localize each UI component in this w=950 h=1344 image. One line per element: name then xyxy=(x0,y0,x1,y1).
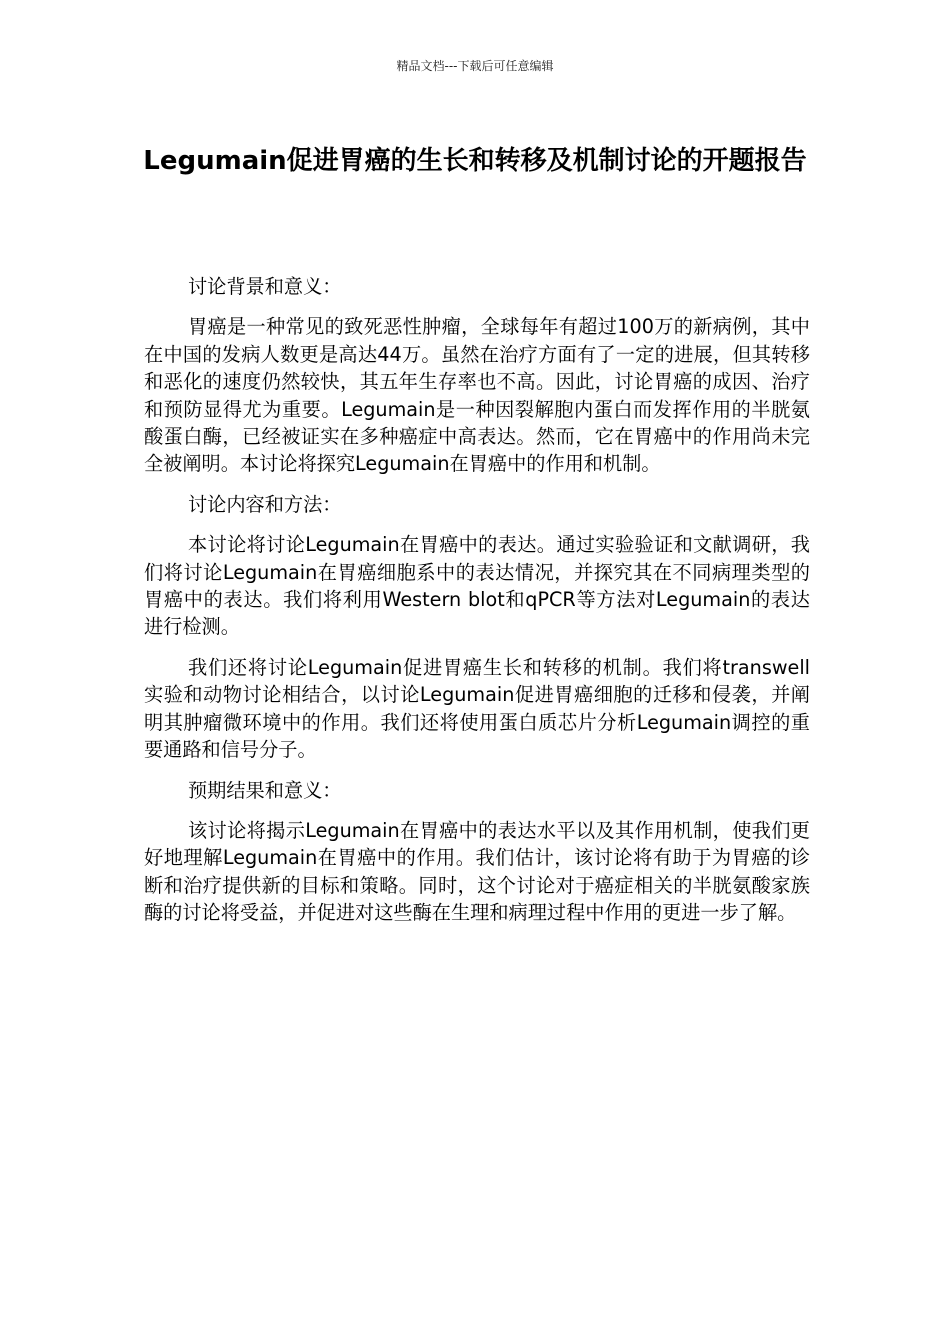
document-title: Legumain促进胃癌的生长和转移及机制讨论的开题报告 xyxy=(143,146,807,176)
section-heading-expected-results: 预期结果和意义： xyxy=(188,778,342,802)
header-note: 精品文档---下载后可任意编辑 xyxy=(396,59,554,73)
paragraph-methods-2: 我们还将讨论Legumain促进胃癌生长和转移的机制。我们将transwell实验和动物讨论相结合，以讨论Legumain促进胃癌细胞的迁移和侵袭，并阐明其肿瘤微环境中的作用。我们还将使用蛋白质芯片分析Legumain调控的重要通路和信号分子。 xyxy=(144,655,810,762)
paragraph-background: 胃癌是一种常见的致死恶性肿瘤，全球每年有超过100万的新病例，其中在中国的发病人数更是高达44万。虽然在治疗方面有了一定的进展，但其转移和恶化的速度仍然较快，其五年生存率也不高。因此，讨论胃癌的成因、治疗和预防显得尤为重要。Legumain是一种因裂解胞内蛋白而发挥作用的半胱氨酸蛋白酶，已经被证实在多种癌症中高表达。然而，它在胃癌中的作用尚未完全被阐明。本讨论将探究Legumain在胃癌中的作用和机制。 xyxy=(144,315,810,476)
paragraph-methods-1: 本讨论将讨论Legumain在胃癌中的表达。通过实验验证和文献调研，我们将讨论Legumain在胃癌细胞系中的表达情况，并探究其在不同病理类型的胃癌中的表达。我们将利用Western blot和qPCR等方法对Legumain的表达进行检测。 xyxy=(144,533,810,639)
section-heading-methods: 讨论内容和方法： xyxy=(188,492,342,516)
paragraph-expected-results: 该讨论将揭示Legumain在胃癌中的表达水平以及其作用机制，使我们更好地理解Legumain在胃癌中的作用。我们估计，该讨论将有助于为胃癌的诊断和治疗提供新的目标和策略。同时，这个讨论对于癌症相关的半胱氨酸家族酶的讨论将受益，并促进对这些酶在生理和病理过程中作用的更进一步了解。 xyxy=(144,818,810,925)
document-body xyxy=(144,273,810,940)
section-heading-background: 讨论背景和意义： xyxy=(188,275,342,298)
